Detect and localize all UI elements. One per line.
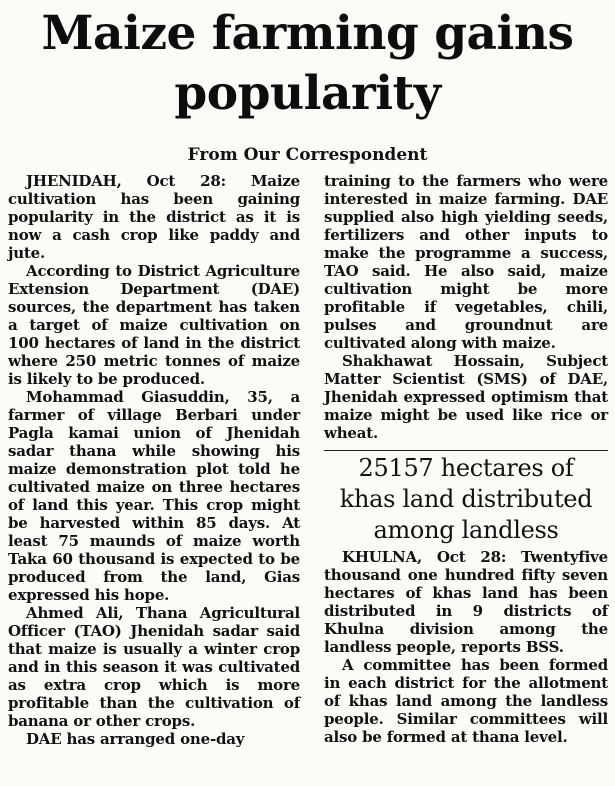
left-column <box>0 172 305 786</box>
second-headline-line-3: among landless <box>373 516 559 544</box>
paragraph-committee: A committee has been formed in each district for the allotment of khas land among the landless people. Similar committees will also be formed at thana level. <box>324 656 608 746</box>
second-headline-line-2: khas land distributed <box>339 485 593 513</box>
paragraph-shakhawat: Shakhawat Hossain, Subject Matter Scientist (SMS) of DAE, Jhenidah expressed optimism that maize might be used like rice or wheat. <box>324 352 608 442</box>
paragraph-giasuddin: Mohammad Giasuddin, 35, a farmer of village Berbari under Pagla kamai union of Jhenidah sadar thana while showing his maize demonstration plot told he cultivated maize on three hectares of land this year. This crop might be harvested within 85 days. At least 75 maunds of maize worth Taka 60 thousand is expected to be produced from the land, Gias expressed his hope. <box>8 388 300 604</box>
paragraph-dae-target: According to District Agriculture Extension Department (DAE) sources, the department has taken a target of maize cultivation on 100 hectares of land in the district where 250 metric tonnes of maize is likely to be produced. <box>8 262 300 388</box>
article-divider <box>324 450 608 451</box>
paragraph-ahmed-ali: Ahmed Ali, Thana Agricultural Officer (TAO) Jhenidah sadar said that maize is usually a winter crop and in this season it was cultivated as extra crop which is more profitable than the cultivation of banana or other crops. <box>8 604 300 730</box>
second-headline <box>324 453 608 546</box>
main-headline <box>0 4 615 124</box>
paragraph-training-continued: training to the farmers who were interested in maize farming. DAE supplied also high yielding seeds, fertilizers and other inputs to make the programme a success, TAO said. He also said, maize cultivation might be more profitable if vegetables, chili, pulses and groundnut are cultivated along with maize. <box>324 172 608 352</box>
paragraph-dateline: JHENIDAH, Oct 28: Maize cultivation has been gaining popularity in the district as it is now a cash crop like paddy and jute. <box>8 172 300 262</box>
byline: From Our Correspondent <box>187 145 428 165</box>
main-headline-line-2: popularity <box>174 66 441 121</box>
paragraph-khulna-dateline: KHULNA, Oct 28: Twentyfive thousand one hundred fifty seven hectares of khas land has been distributed in 9 districts of Khulna division among the landless people, reports BSS. <box>324 548 608 656</box>
paragraph-dae-training-start: DAE has arranged one-day <box>26 730 245 748</box>
main-headline-line-1: Maize farming gains <box>41 6 574 61</box>
second-headline-line-1: 25157 hectares of <box>358 454 574 482</box>
right-column <box>320 172 612 786</box>
